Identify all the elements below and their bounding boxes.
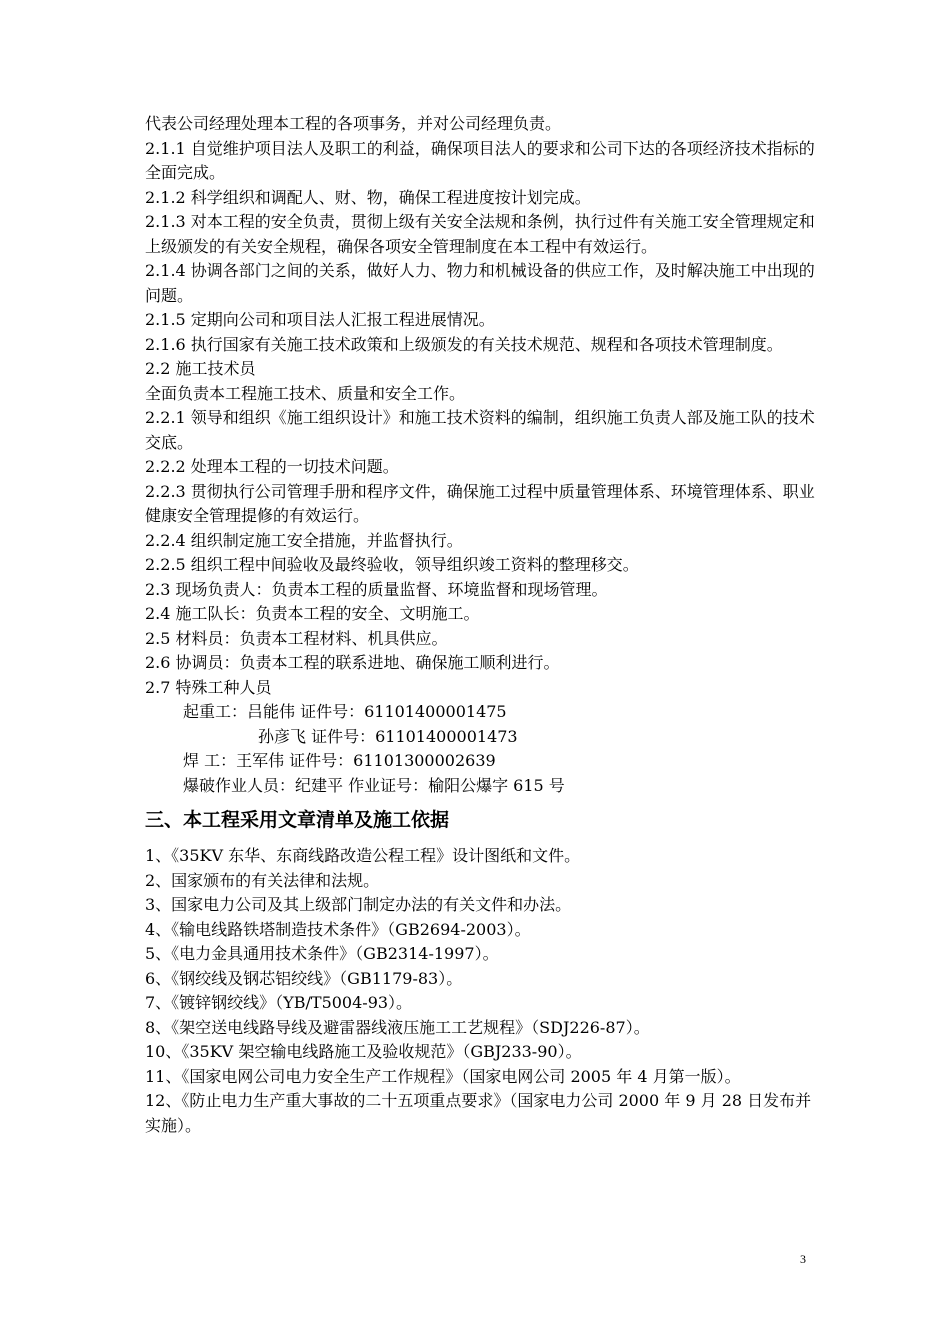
section-heading: 三、本工程采用文章清单及施工依据 (145, 809, 450, 831)
duty-line: 2.2.1 领导和组织《施工组织设计》和施工技术资料的编制，组织施工负责人部及施工队的技术交底。 (145, 408, 815, 452)
duty-line: 2.6 协调员：负责本工程的联系进地、确保施工顺利进行。 (145, 653, 560, 672)
reference-item: 3、国家电力公司及其上级部门制定办法的有关文件和办法。 (145, 895, 572, 914)
duty-line: 2.5 材料员：负责本工程材料、机具供应。 (145, 628, 448, 648)
duty-line: 2.1.1 自觉维护项目法人及职工的利益，确保项目法人的要求和公司下达的各项经济技术指标的全面完成。 (145, 138, 815, 182)
duty-line: 2.1.2 科学组织和调配人、财、物，确保工程进度按计划完成。 (145, 187, 591, 207)
duty-line: 2.1.3 对本工程的安全负责，贯彻上级有关安全法规和条例，执行过件有关施工安全管理规定和上级颁发的有关安全规程，确保各项安全管理制度在本工程中有效运行。 (145, 212, 815, 256)
duty-line: 2.2.2 处理本工程的一切技术问题。 (145, 457, 399, 476)
reference-item: 2、国家颁布的有关法律和法规。 (145, 870, 380, 890)
duty-line: 2.2 施工技术员 (145, 359, 256, 378)
reference-item: 10、《35KV 架空输电线路施工及验收规范》（GBJ233-90）。 (145, 1042, 582, 1061)
duty-line: 2.7 特殊工种人员 (145, 677, 272, 697)
reference-item: 8、《架空送电线路导线及避雷器线液压施工工艺规程》（SDJ226-87）。 (145, 1017, 650, 1037)
personnel-line: 起重工：吕能伟 证件号：61101400001475 (183, 702, 507, 721)
personnel-line: 爆破作业人员：纪建平 作业证号：榆阳公爆字 615 号 (183, 775, 565, 795)
reference-item: 11、《国家电网公司电力安全生产工作规程》（国家电网公司 2005 年 4 月第一版）。 (145, 1066, 741, 1086)
duty-line: 2.2.3 贯彻执行公司管理手册和程序文件，确保施工过程中质量管理体系、环境管理体系、职业健康安全管理提修的有效运行。 (145, 481, 815, 525)
reference-item: 1、《35KV 东华、东商线路改造公程工程》设计图纸和文件。 (145, 846, 581, 865)
duty-line: 2.4 施工队长：负责本工程的安全、文明施工。 (145, 604, 480, 623)
duty-line: 2.3 现场负责人：负责本工程的质量监督、环境监督和现场管理。 (145, 579, 608, 599)
reference-item: 6、《钢绞线及钢芯铝绞线》（GB1179-83）。 (145, 968, 463, 988)
reference-item: 5、《电力金具通用技术条件》（GB2314-1997）。 (145, 944, 499, 963)
personnel-line: 孙彦飞 证件号：61101400001473 (258, 726, 518, 746)
duty-line: 2.2.5 组织工程中间验收及最终验收，领导组织竣工资料的整理移交。 (145, 555, 639, 574)
page-number: 3 (800, 1252, 806, 1266)
duty-line: 2.1.5 定期向公司和项目法人汇报工程进展情况。 (145, 310, 495, 329)
reference-item: 12、《防止电力生产重大事故的二十五项重点要求》（国家电力公司 2000 年 9 月 28 日发布并实施）。 (145, 1091, 812, 1135)
reference-item: 7、《镀锌钢绞线》（YB/T5004-93）。 (145, 993, 413, 1012)
personnel-line: 焊 工：王军伟 证件号：61101300002639 (183, 751, 496, 770)
duty-line: 全面负责本工程施工技术、质量和安全工作。 (145, 383, 466, 403)
duty-line: 2.1.6 执行国家有关施工技术政策和上级颁发的有关技术规范、规程和各项技术管理制度。 (145, 334, 783, 354)
document-body (145, 112, 815, 1138)
reference-item: 4、《输电线路铁塔制造技术条件》（GB2694-2003）。 (145, 919, 531, 939)
duty-line: 2.2.4 组织制定施工安全措施，并监督执行。 (145, 530, 463, 550)
duty-line: 2.1.4 协调各部门之间的关系，做好人力、物力和机械设备的供应工作，及时解决施工中出现的问题。 (145, 261, 815, 305)
duty-line: 代表公司经理处理本工程的各项事务，并对公司经理负责。 (145, 114, 562, 133)
